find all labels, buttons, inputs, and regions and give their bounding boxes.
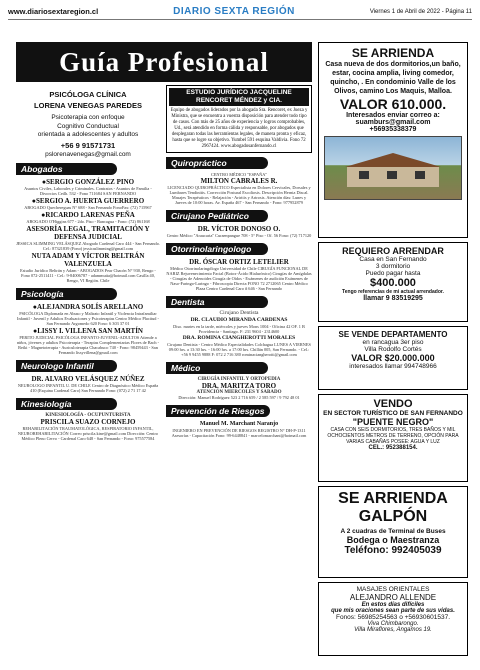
guia-middle-column (166, 85, 312, 650)
guia-left-column (16, 85, 160, 650)
ad3-line1: en rancagua 3er piso (362, 339, 424, 346)
site-url: www.diariosextaregion.cl (8, 7, 99, 16)
ad5-line2: Bodega o Maestranza (346, 535, 440, 545)
ad6-line4: Villa Miraflores, Angamos 19. (354, 627, 432, 633)
psico-line3: orientada a adolescentes y adultos (37, 131, 139, 138)
quiro-center: CENTRO MÉDICO "ESPAÑA" (210, 172, 268, 177)
ad3-line3: interesados llamar 994748966 (349, 363, 437, 370)
medico-attention: ATENCIÓN MIERCOLES Y SABADO (196, 390, 282, 395)
section-prevencion: Prevención de Riesgos (166, 405, 270, 417)
section-otorrino: Otorrinolaringologo (166, 243, 268, 255)
medico-title: CIRUGÍA INFANTIL Y ORTOPEDIA (197, 377, 281, 382)
psicologa-clinica-ad (16, 85, 160, 159)
cirujano-name: DR. VÍCTOR DONOSO O. (197, 225, 281, 233)
abogado-entry (16, 178, 160, 196)
ad6-name: ALEJANDRO ALLENDE (349, 593, 437, 602)
ad3-price: VALOR $20.000.000 (351, 353, 435, 363)
quiro-detail: LICENCIADO QUIROPRÁCTICO Especialista en Dolores Cervicales, Dorsales y Lumbares Tendinitis. Corrección Postural Escoliosis. Descripción Hernia Discal. Masajes Terapéuticos - Relajación - Artritis y Artrosis. Atención días: Lunes y Jueves de 10:00 horas. Av. España 467 - San Fernando - Fono: 977952879 (167, 185, 311, 205)
ad-masajes-orientales (318, 582, 468, 656)
section-quiropractico: Quiropráctico (166, 157, 268, 169)
page-header (8, 4, 472, 20)
newspaper-name: DIARIO SEXTA REGIÓN (173, 6, 295, 17)
abogado-entry (16, 197, 160, 210)
kine-detail: REHABILITACIÓN TRAUMATOLÓGICA, RESPIRATORIO INFANTIL, NEUROREHABILITACIÓN Correo priscila.kine@gmail.com Dirección: Centro Médico Pleno Cervo - Cardenal Caro 648 - San Fernando - Fono: 975577584 (17, 426, 159, 441)
guia-profesional (16, 42, 312, 650)
ad2-line2: 3 dormitorio (375, 263, 411, 270)
ad6-line1: En estos días difíciles (361, 602, 425, 608)
section-medico: Médico (166, 362, 268, 374)
ad5-line1: A 2 cuadras de Terminal de Buses (340, 528, 446, 535)
section-neurologo: Neurologo Infantil (16, 360, 117, 372)
dentista-title: Cirujano Dentista (219, 310, 259, 316)
otorrino-name: DR. ÓSCAR ORTIZ LETELIER (189, 258, 289, 266)
dentista-detail-2: Cirujano Dentista - Centro Médico Especialidades Colchagua LUNES A VIERNES 09:00 hrs. a 13:30 hrs. - 16:00 hrs. a 17:00 hrs. Chillán 005, San Fernando. - Cel.: +56 9 9455 9888 F: 072 2 716 380 rominaciangherotti@gmail.com (167, 342, 311, 357)
section-dentista: Dentista (166, 296, 268, 308)
cirujano-detail: Centro Médico "Araucaria" Curaenpangue 708 - 5° Piso - Of. 56 Fono: (72) 717120 (166, 233, 312, 238)
dentista-detail: Diso. martes en la tarde, miércoles y jueves Mons 1004 - Oficina 42 OF. 1 B Providencia - Santiago. F: 231 9604 - 2314600 (173, 324, 305, 334)
neurologo-name: DR. ALVARO VELÁSQUEZ NÚÑEZ (31, 375, 145, 383)
neurologo-entry (16, 375, 160, 393)
medico-entry (166, 377, 312, 400)
ad5-phone: Teléfono: 992405039 (344, 545, 442, 556)
medico-address: Dirección: Manuel Rodríguez 523 2 716 659 / 2 585 597 / 9 792 48 01 (178, 395, 300, 400)
otorrino-entry (166, 258, 312, 291)
psicologia-detail: PERITO JUDICIAL PSICÓLOGA INFANTO-JUVENIL-ADULTOS Atiende a niños, jóvenes y adultos Psicoterapia - Terapias Complementarias Flores de Bach - Reiki - Magnetoterapia - Auriculoterapia Chacabuco 740 - Fono: 98459443 - San Fernando lissyvillena@gmail.com (16, 335, 160, 355)
abogado-detail: ABOGADO O'Higgins 677 - 2do. Piso - Rancagua - Fono: (72) 861168 (26, 219, 150, 224)
psico-line1: Psicoterapia con enfoque (51, 114, 125, 121)
abogado-entry (16, 252, 160, 283)
prevencion-name: Manuel M. Marchant Naranjo (199, 421, 279, 427)
psicologia-detail: PSICÓLOGA Diplomada en Abuso y Maltrato Infantil y Violencia Intrafamiliar Infantil - Juvenil y Adultos Evaluaciones y Psicoterapias Centro Médico Placitud - San Fernando Argomedo 620 Fono: 6 303 37 01 (17, 311, 159, 326)
neurologo-detail: NEUROLOGO INFANTIL U. DE CHILE Centro de Diagnóstico Médico España 410 (Esquina Cardenal Caro) San Fernando Fono: (072) 2 71 17 42 (17, 383, 159, 393)
psicologia-name: ● LISSY I. VILLENA SAN MARTÍN (16, 327, 160, 335)
ad6-phones: Fonos: 56985254563 o +56930601537. (335, 614, 451, 621)
abogado-entry (16, 211, 160, 224)
ad2-price: $400.000 (370, 277, 416, 289)
psicologia-name: ● ALEJANDRA SOLÍS ARELLANO (16, 303, 160, 311)
guia-banner: Guía Profesional (16, 42, 312, 82)
estudio-body: Equipo de abogados liderados por la abogada Sra. Rencoret, ex Jueza y Ministra, que se encuentra a vuestra disposición para atender todo tipo de casos. Con más de 25 años de experiencia y logros comprobables, Ud., será atendido en forma cálida y responsable, por abogados que desplegaran todas las herramientas legales, de manera pronta y eficaz, hasta que se logre su objetivo. Yumbel 591 esquina Valdivia. Fono 72 2967424. www.abogadosanfernando.cl (170, 108, 308, 149)
ad-se-arrienda-casa (318, 42, 468, 238)
otorrino-detail: Médico Otorrinolaringólogo Universidad de Chile CIRUGÍA FUNCIONAL DE NARIZ Rejuvenecimiento Facial (Botox-Ácido Hialurónico) Cirugías de Amígdalas - Cirugías de Adenoides Cirugía de Oídos - Exámenes de audición Exámenes de Naso-Faringo-Laringo - Fibroscopia Directa FONO 72 2712065 Centro Médico Plaza Centro Cardenal Caro # 646 - San Fernando (166, 266, 312, 291)
abogado-entry (16, 225, 160, 251)
house-window (415, 171, 425, 179)
ad2-line4: Tengo referencias de mi actual arrendador. (342, 289, 444, 295)
prevencion-entry (166, 420, 312, 438)
ad1-body: Casa nueva de dos dormitorios,un baño, estar, cocina amplia, living comedor, quincho, . En condominio Valle de los Olivos, camino Los Maquis, Malloa. (325, 61, 461, 95)
ad6-line2: que mis oraciones sean parte de sus vidas. (331, 608, 455, 614)
ad-se-vende-departamento (318, 326, 468, 390)
ad1-price: VALOR 610.000. (339, 96, 447, 112)
ad4-cel: CEL.: 952388154. (368, 445, 418, 451)
abogado-detail: Asuntos Civiles, Laborales y Criminales. Contratos - Asuntos de Familia - Divorcios Cetlh. 532 - Fono 711684 SAN FERNANDO (24, 186, 152, 196)
abogado-name: NUTA ADAM Y VÍCTOR BELTRÁN VALENZUELA (31, 252, 145, 268)
ad1-contact: Interesados enviar correo a: suamburs@gmail.com (346, 112, 440, 126)
house-roof (345, 153, 441, 167)
classifieds-column (318, 42, 468, 656)
issue-date: Viernes 1 de Abril de 2022 - Página 11 (369, 8, 472, 15)
ad4-line1: EN SECTOR TURÍSTICO DE SAN FERNANDO (323, 410, 463, 417)
dentista-name: DR. CLAUDIO MIRANDA CARDENAS (190, 317, 288, 323)
cirujano-entry (166, 225, 312, 238)
abogado-name: ASESORÍA LEGAL, TRAMITACIÓN Y DEFENSA JUDICIAL (26, 225, 150, 241)
house-window (387, 171, 397, 179)
ad3-head: SE VENDE DEPARTAMENTO (338, 330, 448, 339)
ad6-head: MASAJES ORIENTALES (356, 586, 430, 593)
section-psicologia: Psicología (16, 288, 117, 300)
ad1-phone: +56935338379 (369, 126, 417, 133)
kine-name: PRISCILA SUAZO CORNEJO (40, 418, 136, 426)
ad2-line1: Casa en San Fernando (359, 256, 427, 263)
section-kinesiologia: Kinesiología (16, 398, 117, 410)
quiropractico-entry (166, 172, 312, 205)
ad5-head: SE ARRIENDA GALPÓN (338, 490, 448, 525)
ad-se-arrienda-galpon (318, 486, 468, 578)
abogado-name: ● SERGIO A. HUERTA GUERRERO (16, 197, 160, 205)
dentista-entry (166, 311, 312, 357)
quiro-name: MILTON CABRALES R. (200, 177, 278, 185)
ad2-line3: Puedo pagar hasta (365, 270, 421, 277)
ad-requiero-arrendar (318, 242, 468, 322)
abogado-detail: Estudio Jurídico Beltrán y Adam - ABOGADOS Pear Chacón N° 930, Rengo - Fono 072-2511411 - Cel.: 9-84006787 - adammutta@hotmail.com Casilla 40, Rengo, VI Región. Chile (20, 268, 156, 283)
ad2-head: REQUIERO ARRENDAR (342, 246, 444, 256)
ad2-phone: llamar 9 83519295 (363, 295, 423, 302)
abogado-name: ● RICARDO LARENAS PEÑA (16, 211, 160, 219)
psico-phone: +56 9 91571731 (60, 140, 116, 150)
ad1-head: SE ARRIENDA (351, 46, 435, 60)
kinesiologia-entry (16, 413, 160, 441)
psico-line2: Cognitivo Conductual (57, 122, 119, 130)
abogado-detail: ABOGADO Quechereguas N° 688 - San Fernando FonoFax: (72) 715967 (24, 205, 152, 210)
medico-name: DRA. MARITZA TORO (201, 382, 277, 390)
ad3-line2: Villa Rodolfo Cortés (364, 346, 422, 353)
psicologia-entry (16, 303, 160, 326)
estudio-title: ESTUDIO JURÍDICO JACQUELINE RENCORET MÉNDEZ y CIA. (169, 88, 309, 106)
ad4-name: "PUENTE NEGRO" (352, 417, 434, 427)
house-photo (324, 136, 462, 200)
kine-title: KINESIOLOGÍA - OCUPUNTURISTA (45, 413, 131, 418)
estudio-juridico-ad (166, 85, 312, 153)
section-abogados: Abogados (16, 163, 117, 175)
section-cirujano-pediatrico: Cirujano Pediátrico (166, 210, 268, 222)
ad4-body: CASA CON SEIS DORMITORIOS, TRES BAÑOS Y MIL OCHOCIENTOS METROS DE TERRENO, OPCIÓN PARA VARIAS CABAÑAS POSEE: AGUA Y LUZ (327, 427, 459, 445)
psico-name: LORENA VENEGAS PAREDES (34, 101, 142, 110)
ad6-line3: Viva Chimbarongo. (367, 621, 419, 627)
house-window (359, 171, 369, 179)
abogado-detail: JESSICA SLIMMING VELÁSQUEZ Abogado Cardenal Caro 444 - San Fernando. Cel.: 87321839 (Fono) jessicaslimming@gmail.com (16, 241, 160, 251)
ad4-head: VENDO (373, 398, 413, 410)
psicologia-entry (16, 327, 160, 355)
abogado-name: ● SERGIO GONZÁLEZ PINO (16, 178, 160, 186)
psico-title: PSICÓLOGA CLÍNICA (49, 90, 127, 99)
ad-vendo-puente-negro (318, 394, 468, 482)
prevencion-detail: INGENIERO EN PREVENCIÓN DE RIESGOS REGISTRO N° DH-P-1311 Asesorías - Capacitación Fono: 99-6448841 - marcelomarchant@hotmail.com (171, 428, 307, 438)
dentista-name-2: DRA. ROMINA CIANGHEROTTI MORALES (182, 335, 296, 341)
psico-email: pslorenavenegas@gmail.com (45, 150, 131, 158)
